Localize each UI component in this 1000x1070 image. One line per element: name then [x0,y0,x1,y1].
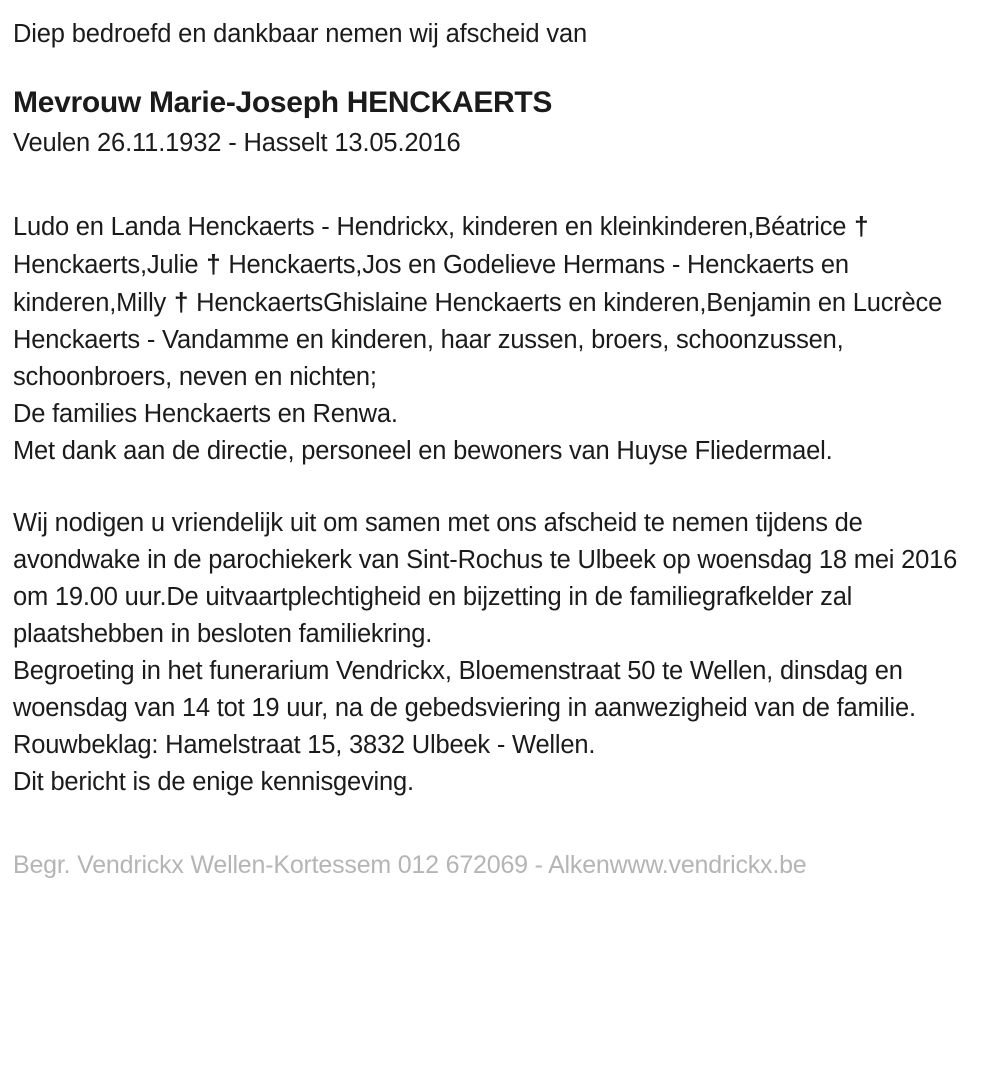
invitation-paragraph: Wij nodigen u vriendelijk uit om samen met ons afscheid te nemen tijdens de avondwake in de parochiekerk van Sint-Rochus te Ulbeek op woensdag 18 mei 2016 om 19.00 uur.De uitvaartplechtigheid en bijzetting in de familiegrafkelder zal plaatshebben in besloten familiekring. [13,509,958,648]
sole-notice-line: Dit bericht is de enige kennisgeving. [13,768,414,796]
survivors-paragraph [13,160,988,396]
deceased-name: Mevrouw Marie-Joseph HENCKAERTS [13,86,553,119]
survivors-text-part-1: Ludo en Landa Henckaerts - Hendrickx, kinderen en kleinkinderen,Béatrice [13,213,854,241]
thanks-line: Met dank aan de directie, personeel en bewoners van Huyse Fliedermael. [13,437,833,465]
dagger-icon: † [854,211,869,241]
survivors-text-part-4: HenckaertsGhislaine Henckaerts en kinderen,Benjamin en Lucrèce Henckaerts - Vandamme en kinderen, haar zussen, broers, schoonzussen, schoonbroers, neven en nichten; [13,289,943,391]
funeral-home-credit: Begr. Vendrickx Wellen-Kortessem 012 672069 - Alkenwww.vendrickx.be [13,851,807,879]
dagger-icon: † [206,249,221,279]
life-dates: Veulen 26.11.1932 - Hasselt 13.05.2016 [13,129,461,157]
survivors-text-part-3: Henckaerts,Jos en Godelieve Hermans - Henckaerts en kinderen,Milly [13,251,849,317]
greeting-line: Begroeting in het funerarium Vendrickx, Bloemenstraat 50 te Wellen, dinsdag en woensdag van 14 tot 19 uur, na de gebedsviering in aanwezigheid van de familie. [13,657,916,722]
dagger-icon: † [173,287,189,317]
survivors-text-part-2: Henckaerts,Julie [13,251,206,279]
families-line: De families Henckaerts en Renwa. [13,400,398,428]
intro-line: Diep bedroefd en dankbaar nemen wij afscheid van [13,20,588,48]
condolences-line: Rouwbeklag: Hamelstraat 15, 3832 Ulbeek - Wellen. [13,731,596,759]
